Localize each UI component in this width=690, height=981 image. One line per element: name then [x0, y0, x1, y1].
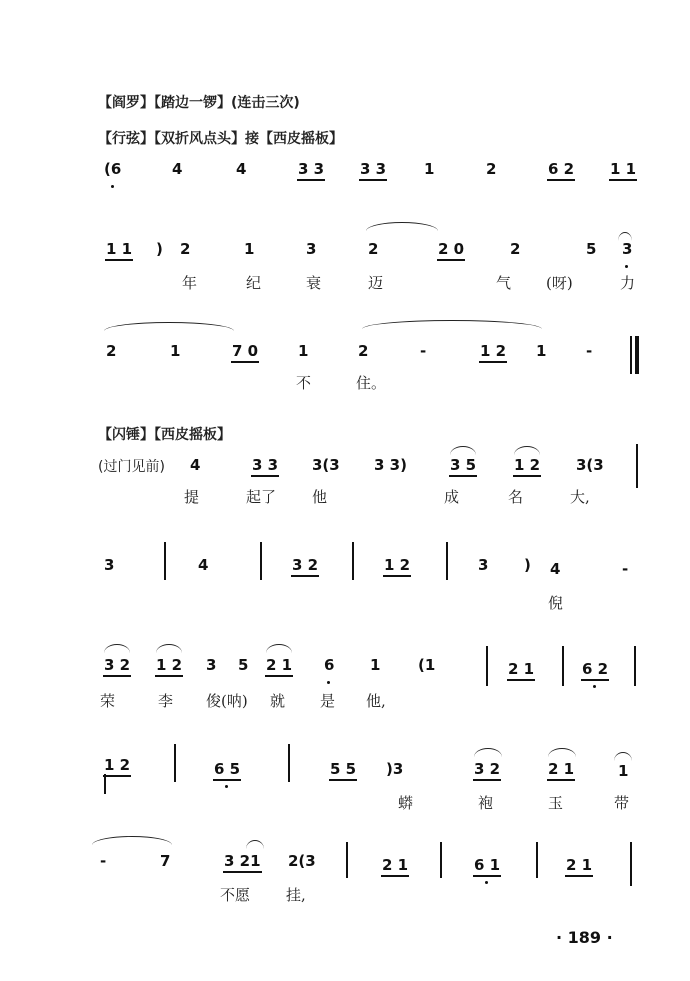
note: 3 2 — [104, 656, 131, 674]
lyric: 名 — [508, 488, 524, 506]
note: 2 — [180, 240, 191, 258]
lyric: 玉 — [548, 794, 564, 812]
note: 5 — [238, 656, 249, 674]
barline — [104, 774, 106, 794]
note: 1 2 — [480, 342, 507, 360]
barline — [634, 646, 636, 686]
note: 2 1 — [508, 660, 535, 678]
note: 3 2 — [474, 760, 501, 778]
slur — [366, 222, 438, 231]
note: )3 — [386, 760, 404, 778]
note: 5 5 — [330, 760, 357, 778]
note: 3 5 — [450, 456, 477, 474]
note: 1 — [170, 342, 181, 360]
note: 1 2 — [384, 556, 411, 574]
note: - — [100, 852, 107, 870]
note: 3(3 — [576, 456, 604, 474]
note: 2 1 — [382, 856, 409, 874]
note: 6 2 — [548, 160, 575, 178]
lyric: 住。 — [356, 374, 387, 392]
note: 1 2 — [156, 656, 183, 674]
slur — [474, 748, 502, 757]
note: - — [420, 342, 427, 360]
note: ) — [156, 240, 163, 258]
header-cue-2: 【行弦】【双折风点头】接【西皮摇板】 — [98, 131, 343, 147]
lyric: 他 — [312, 488, 328, 506]
barline — [352, 542, 354, 580]
note: 1 — [244, 240, 255, 258]
note: 6 2 — [582, 660, 609, 678]
note: 4 — [550, 560, 561, 578]
note: 4 — [198, 556, 209, 574]
lyric: 是 — [320, 692, 336, 710]
note: 3 — [622, 240, 633, 258]
note: 3 21 — [224, 852, 261, 870]
note: 4 — [236, 160, 247, 178]
slur — [514, 446, 540, 455]
lyric: 力 — [620, 274, 636, 292]
lyric: 大, — [570, 488, 590, 506]
note: 1 1 — [106, 240, 133, 258]
slur — [362, 320, 542, 329]
page-number: · 189 · — [556, 928, 613, 947]
barline — [562, 646, 564, 686]
note: 3 — [206, 656, 217, 674]
note: 1 — [424, 160, 435, 178]
barline — [164, 542, 166, 580]
lyric: 俊(呐) — [206, 692, 248, 710]
note: 2 — [358, 342, 369, 360]
barline — [260, 542, 262, 580]
note: (1 — [418, 656, 436, 674]
note: 1 2 — [514, 456, 541, 474]
lyric: (呀) — [546, 274, 573, 292]
barline — [446, 542, 448, 580]
header-cue-1: 【阎罗】【踏边一锣】(连击三次) — [98, 95, 300, 111]
lyric: 成 — [444, 488, 460, 506]
barline — [346, 842, 348, 878]
barline — [630, 842, 632, 886]
slur — [266, 644, 292, 653]
barline — [486, 646, 488, 686]
note: 3 3 — [252, 456, 279, 474]
note: 1 — [536, 342, 547, 360]
lyric: 起了 — [246, 488, 277, 506]
slur — [246, 840, 264, 849]
note: 3 — [478, 556, 489, 574]
barline — [636, 444, 638, 488]
note: 5 — [586, 240, 597, 258]
note: 1 — [618, 762, 629, 780]
intro-note: (过门见前) — [98, 459, 165, 475]
note: 2 1 — [548, 760, 575, 778]
slur — [618, 232, 632, 241]
lyric: 年 — [182, 274, 198, 292]
note: (6 — [104, 160, 122, 178]
lyric: 提 — [184, 488, 200, 506]
lyric: 袍 — [478, 794, 494, 812]
note: 2 — [486, 160, 497, 178]
note: 7 0 — [232, 342, 259, 360]
lyric: 纪 — [246, 274, 262, 292]
lyric: 带 — [614, 794, 630, 812]
lyric: 就 — [270, 692, 286, 710]
note: 3 — [306, 240, 317, 258]
barline — [536, 842, 538, 878]
note: 3 3) — [374, 456, 407, 474]
note: ) — [524, 556, 531, 574]
slur — [450, 446, 476, 455]
lyric: 气 — [496, 274, 512, 292]
slur — [104, 644, 130, 653]
note: 1 — [370, 656, 381, 674]
lyric: 衰 — [306, 274, 322, 292]
slur — [614, 752, 632, 761]
note: 2 0 — [438, 240, 465, 258]
slur — [156, 644, 182, 653]
barline — [288, 744, 290, 782]
slur — [92, 836, 172, 845]
lyric: 不愿 — [220, 886, 251, 904]
note: 3(3 — [312, 456, 340, 474]
note: 1 1 — [610, 160, 637, 178]
note: 6 — [324, 656, 335, 674]
lyric: 他, — [366, 692, 386, 710]
note: 3 3 — [360, 160, 387, 178]
lyric: 李 — [158, 692, 174, 710]
note: 2 — [368, 240, 379, 258]
lyric: 荣 — [100, 692, 116, 710]
header-cue-3: 【闪锤】【西皮摇板】 — [98, 427, 231, 443]
note: 2(3 — [288, 852, 316, 870]
lyric: 倪 — [548, 594, 564, 612]
note: 2 — [106, 342, 117, 360]
lyric: 蟒 — [398, 794, 414, 812]
note: 2 1 — [266, 656, 293, 674]
slur — [548, 748, 576, 757]
note: 3 3 — [298, 160, 325, 178]
note: 2 1 — [566, 856, 593, 874]
note: 6 1 — [474, 856, 501, 874]
note: 4 — [172, 160, 183, 178]
note: 1 2 — [104, 756, 131, 774]
note: 3 — [104, 556, 115, 574]
note: 3 2 — [292, 556, 319, 574]
barline — [440, 842, 442, 878]
note: 2 — [510, 240, 521, 258]
note: 1 — [298, 342, 309, 360]
note: - — [622, 560, 629, 578]
lyric: 不 — [296, 374, 312, 392]
lyric: 挂, — [286, 886, 306, 904]
barline — [174, 744, 176, 782]
note: 6 5 — [214, 760, 241, 778]
note: - — [586, 342, 593, 360]
lyric: 迈 — [368, 274, 384, 292]
final-barline — [630, 336, 639, 374]
note: 4 — [190, 456, 201, 474]
note: 7 — [160, 852, 171, 870]
slur — [104, 322, 234, 331]
